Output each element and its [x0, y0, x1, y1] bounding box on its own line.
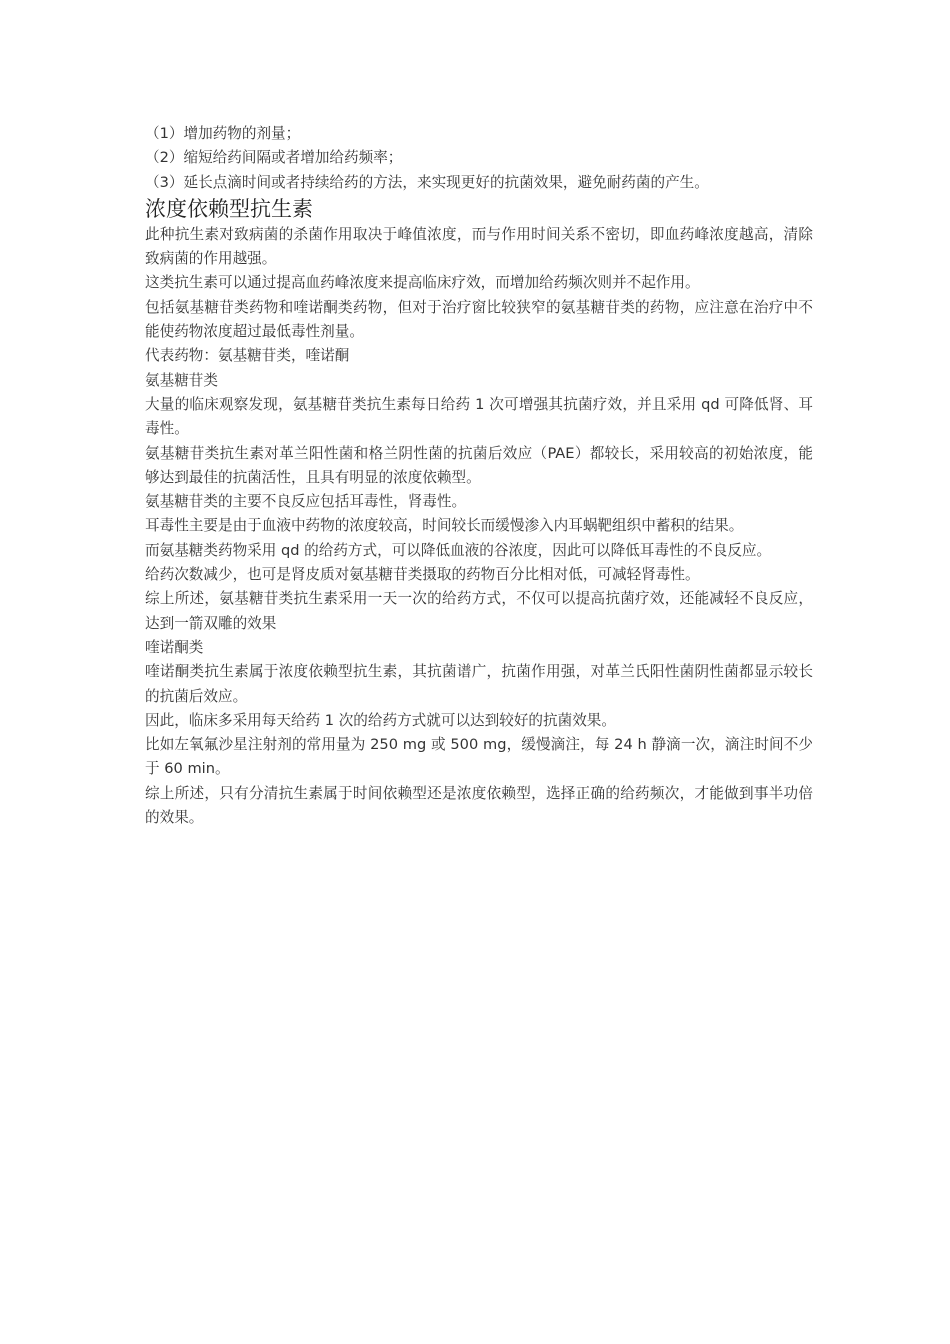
aminoglycoside-paragraph: 大量的临床观察发现，氨基糖苷类抗生素每日给药 1 次可增强其抗菌疗效，并且采用 qd 可降低肾、耳毒性。 [145, 395, 813, 438]
aminoglycoside-title: 氨基糖苷类 [145, 371, 218, 389]
aminoglycoside-paragraph: 综上所述，氨基糖苷类抗生素采用一天一次的给药方式，不仅可以提高抗菌疗效，还能减轻不良反应，达到一箭双雕的效果 [145, 590, 813, 632]
section-paragraph: 这类抗生素可以通过提高血药峰浓度来提高临床疗效，而增加给药频次则并不起作用。 [145, 274, 700, 292]
aminoglycoside-paragraph: 给药次数减少，也可是肾皮质对氨基糖苷类摄取的药物百分比相对低，可减轻肾毒性。 [145, 566, 700, 584]
list-item-2: （2）缩短给药间隔或者增加给药频率； [145, 149, 403, 167]
section-paragraph: 包括氨基糖苷类药物和喹诺酮类药物，但对于治疗窗比较狭窄的氨基糖苷类的药物，应注意在治疗中不能使药物浓度超过最低毒性剂量。 [145, 298, 813, 341]
list-item-3: （3）延长点滴时间或者持续给药的方法，来实现更好的抗菌效果，避免耐药菌的产生。 [145, 173, 709, 191]
quinolone-paragraph: 喹诺酮类抗生素属于浓度依赖型抗生素，其抗菌谱广，抗菌作用强，对革兰氏阳性菌阴性菌都显示较长的抗菌后效应。 [145, 663, 813, 705]
quinolone-title: 喹诺酮类 [145, 638, 204, 656]
section-paragraph: 代表药物：氨基糖苷类，喹诺酮 [145, 347, 350, 365]
aminoglycoside-paragraph: 而氨基糖类药物采用 qd 的给药方式，可以降低血液的谷浓度，因此可以降低耳毒性的不良反应。 [145, 541, 772, 559]
quinolone-paragraph: 比如左氧氟沙星注射剂的常用量为 250 mg 或 500 mg，缓慢滴注，每 24 h 静滴一次，滴注时间不少于 60 min。 [145, 736, 813, 778]
aminoglycoside-paragraph: 氨基糖苷类抗生素对革兰阳性菌和格兰阴性菌的抗菌后效应（PAE）都较长，采用较高的初始浓度，能够达到最佳的抗菌活性，且具有明显的浓度依赖型。 [145, 444, 813, 486]
document-page [145, 122, 813, 830]
section-paragraph: 此种抗生素对致病菌的杀菌作用取决于峰值浓度，而与作用时间关系不密切，即血药峰浓度越高，清除致病菌的作用越强。 [145, 225, 813, 268]
quinolone-paragraph: 综上所述，只有分清抗生素属于时间依赖型还是浓度依赖型，选择正确的给药频次，才能做到事半功倍的效果。 [145, 784, 813, 827]
section-title: 浓度依赖型抗生素 [145, 196, 313, 221]
aminoglycoside-paragraph: 耳毒性主要是由于血液中药物的浓度较高，时间较长而缓慢渗入内耳蜗靶组织中蓄积的结果。 [145, 517, 744, 535]
quinolone-paragraph: 因此，临床多采用每天给药 1 次的给药方式就可以达到较好的抗菌效果。 [145, 711, 616, 729]
list-item-1: （1）增加药物的剂量； [145, 125, 301, 142]
aminoglycoside-paragraph: 氨基糖苷类的主要不良反应包括耳毒性，肾毒性。 [145, 493, 467, 511]
